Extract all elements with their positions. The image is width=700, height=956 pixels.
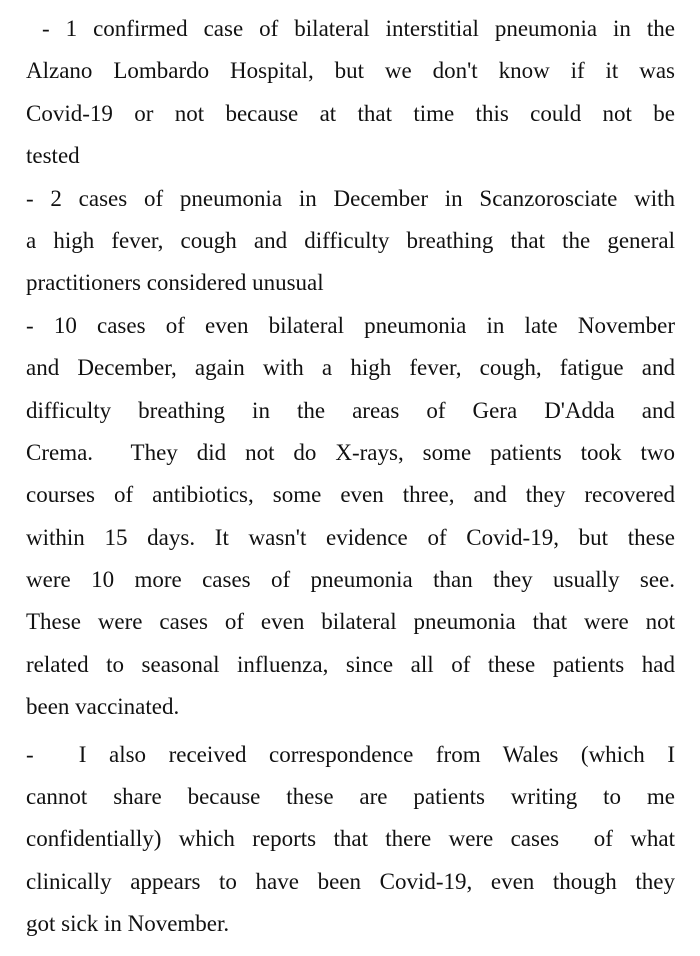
text-line: Covid-19 or not because at that time this could not be [26,100,675,126]
text-line: cannot share because these are patients writing to me [26,784,675,810]
text-line: - 2 cases of pneumonia in December in Scanzorosciate with [26,185,675,211]
paragraph [26,8,675,178]
text-line: - 1 confirmed case of bilateral interstitial pneumonia in the [26,16,675,41]
document-body [26,8,675,946]
text-line: been vaccinated. [26,694,180,720]
text-line: related to seasonal influenza, since all of these patients had [26,651,675,677]
text-line: Crema. They did not do X-rays, some patients took two [26,439,675,465]
text-line: clinically appears to have been Covid-19, even though they [26,868,675,894]
text-line: difficulty breathing in the areas of Gera D'Adda and [26,397,675,423]
text-line: a high fever, cough and difficulty breathing that the general [26,227,675,253]
text-line: were 10 more cases of pneumonia than they usually see. [26,567,675,593]
text-line: confidentially) which reports that there were cases of what [26,826,675,852]
text-line: These were cases of even bilateral pneumonia that were not [26,609,675,635]
text-line: tested [26,143,80,169]
paragraph [26,178,675,305]
text-line: got sick in November. [26,911,230,937]
paragraph [26,734,675,946]
text-line: within 15 days. It wasn't evidence of Covid-19, but these [26,524,675,550]
text-line: practitioners considered unusual [26,270,324,296]
text-line: - I also received correspondence from Wales (which I [26,741,675,767]
text-line: courses of antibiotics, some even three, and they recovered [26,482,675,508]
text-line: - 10 cases of even bilateral pneumonia in late November [26,312,675,338]
text-line: Alzano Lombardo Hospital, but we don't know if it was [26,58,675,84]
text-line: and December, again with a high fever, cough, fatigue and [26,355,675,381]
paragraph [26,305,675,729]
